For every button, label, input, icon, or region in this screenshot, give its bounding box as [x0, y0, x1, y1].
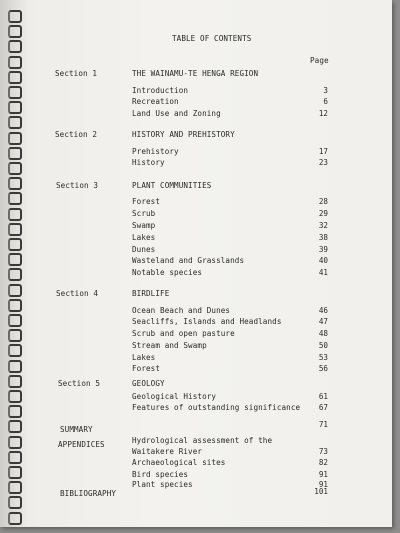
binding-ring: [8, 314, 22, 327]
binding-ring: [8, 390, 22, 403]
binding-ring: [8, 375, 22, 388]
toc-title: TABLE OF CONTENTS: [172, 34, 252, 43]
binding-ring: [8, 451, 22, 464]
section-1-heading: THE WAINAMU-TE HENGA REGION: [132, 69, 259, 78]
toc-entry: Lakes: [132, 233, 156, 242]
binding-ring: [8, 86, 22, 99]
toc-entry-page: 41: [318, 268, 328, 277]
toc-entry: History: [132, 158, 165, 167]
section-2-label: Section 2: [55, 130, 98, 139]
toc-entry-page: 67: [318, 403, 328, 412]
toc-entry: Introduction: [132, 86, 189, 95]
toc-entry-page: 47: [318, 317, 328, 326]
toc-entry: Hydrological assessment of the: [132, 436, 273, 445]
binding-ring: [8, 192, 22, 205]
toc-entry-page: 91: [318, 480, 328, 489]
toc-entry-page: 38: [318, 233, 328, 242]
binding-ring: [8, 116, 22, 129]
toc-entry: Features of outstanding significance: [132, 403, 301, 412]
binding-ring: [8, 223, 22, 236]
binding-ring: [8, 420, 22, 433]
binding-ring: [8, 512, 22, 525]
toc-entry: Forest: [132, 197, 161, 206]
section-3-label: Section 3: [56, 181, 99, 190]
toc-entry: Recreation: [132, 97, 179, 106]
binding-ring: [8, 436, 22, 449]
binding-ring: [8, 132, 22, 145]
binding-ring: [8, 25, 22, 38]
binding-ring: [8, 10, 22, 23]
binding-ring: [8, 71, 22, 84]
toc-entry: Ocean Beach and Dunes: [132, 306, 231, 315]
toc-entry: Land Use and Zoning: [132, 109, 221, 118]
toc-entry-page: 28: [318, 197, 328, 206]
toc-entry-page: 56: [318, 364, 328, 373]
binding-ring: [8, 56, 22, 69]
section-1-label: Section 1: [55, 69, 98, 78]
section-4-label: Section 4: [56, 289, 99, 298]
toc-entry: Scrub and open pasture: [132, 329, 235, 338]
toc-entry: Lakes: [132, 353, 156, 362]
binding-ring: [8, 466, 22, 479]
binding-ring: [8, 268, 22, 281]
toc-entry: Geological History: [132, 392, 217, 401]
toc-entry: Prehistory: [132, 147, 179, 156]
toc-entry: Seacliffs, Islands and Headlands: [132, 317, 282, 326]
bibliography-label: BIBLIOGRAPHY: [60, 489, 117, 498]
toc-entry: Stream and Swamp: [132, 341, 207, 350]
toc-entry-page: 23: [318, 158, 328, 167]
binding-ring: [8, 360, 22, 373]
toc-entry-page: 40: [318, 256, 328, 265]
binding-ring: [8, 162, 22, 175]
appendices-label: APPENDICES: [58, 440, 105, 449]
binding-ring: [8, 147, 22, 160]
toc-entry-page: 91: [318, 470, 328, 479]
binding-ring: [8, 238, 22, 251]
toc-entry: Archaeological sites: [132, 458, 226, 467]
toc-entry: Notable species: [132, 268, 203, 277]
binding-ring: [8, 481, 22, 494]
toc-entry-page: 73: [318, 447, 328, 456]
binding-ring: [8, 329, 22, 342]
summary-label: SUMMARY: [60, 425, 93, 434]
toc-entry-page: 29: [318, 209, 328, 218]
bibliography-page: 101: [314, 487, 328, 496]
toc-entry-page: 53: [318, 353, 328, 362]
binding-ring: [8, 344, 22, 357]
toc-entry: Swamp: [132, 221, 156, 230]
toc-entry-page: 50: [318, 341, 328, 350]
section-5-label: Section 5: [58, 379, 101, 388]
binding-ring: [8, 253, 22, 266]
toc-entry: Scrub: [132, 209, 156, 218]
binding-ring: [8, 208, 22, 221]
toc-entry-page: 6: [323, 97, 328, 106]
binding-ring: [8, 299, 22, 312]
binding-ring: [8, 177, 22, 190]
section-4-heading: BIRDLIFE: [132, 289, 170, 298]
toc-entry-page: 32: [318, 221, 328, 230]
page-column-label: Page: [310, 56, 329, 65]
binding-ring: [8, 405, 22, 418]
toc-entry: Waitakere River: [132, 447, 203, 456]
section-3-heading: PLANT COMMUNITIES: [132, 181, 212, 190]
summary-page: 71: [318, 420, 328, 429]
section-5-heading: GEOLOGY: [132, 379, 165, 388]
spiral-binding: [6, 4, 24, 524]
toc-entry-page: 48: [318, 329, 328, 338]
section-2-heading: HISTORY AND PREHISTORY: [132, 130, 235, 139]
toc-entry-page: 12: [318, 109, 328, 118]
toc-entry: Plant species: [132, 480, 193, 489]
toc-entry: Bird species: [132, 470, 189, 479]
toc-entry: Dunes: [132, 245, 156, 254]
binding-ring: [8, 284, 22, 297]
binding-ring: [8, 101, 22, 114]
toc-entry: Forest: [132, 364, 161, 373]
toc-entry-page: 3: [323, 86, 328, 95]
toc-entry-page: 82: [318, 458, 328, 467]
toc-entry-page: 61: [318, 392, 328, 401]
toc-entry: Wasteland and Grasslands: [132, 256, 245, 265]
toc-entry-page: 17: [318, 147, 328, 156]
toc-entry-page: 46: [318, 306, 328, 315]
binding-ring: [8, 496, 22, 509]
binding-ring: [8, 40, 22, 53]
toc-entry-page: 39: [318, 245, 328, 254]
